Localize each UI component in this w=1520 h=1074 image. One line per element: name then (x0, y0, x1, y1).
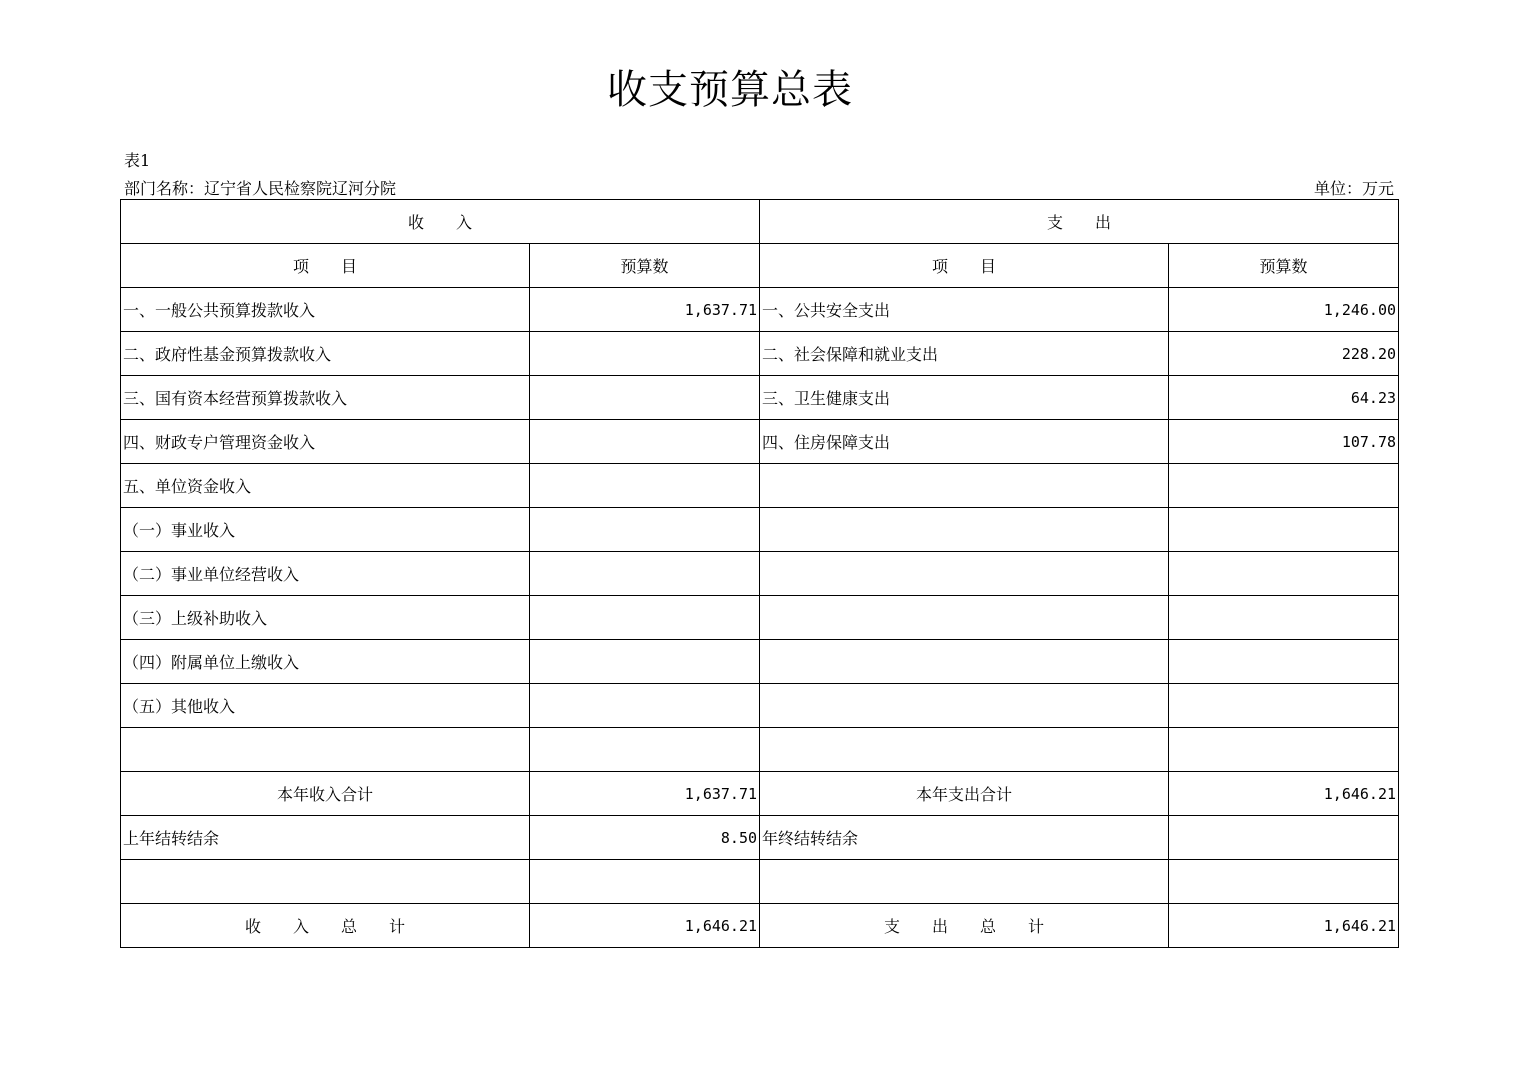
prior-year-carryover-amount: 8.50 (530, 816, 760, 860)
income-amount (530, 640, 760, 684)
expense-section-header: 支 出 (760, 200, 1399, 244)
year-expense-total-label: 本年支出合计 (760, 772, 1169, 816)
expense-amount: 1,246.00 (1169, 288, 1399, 332)
expense-grand-total-label: 支 出 总 计 (760, 904, 1169, 948)
income-amount (530, 508, 760, 552)
table-row (121, 376, 1399, 420)
carryover-row (121, 816, 1399, 860)
expense-grand-total-amount: 1,646.21 (1169, 904, 1399, 948)
expense-amount (1169, 552, 1399, 596)
income-section-header: 收 入 (121, 200, 760, 244)
budget-table (120, 199, 1399, 948)
income-item: （二）事业单位经营收入 (121, 552, 530, 596)
year-expense-total-amount: 1,646.21 (1169, 772, 1399, 816)
income-amount (530, 420, 760, 464)
page-title: 收支预算总表 (607, 67, 853, 113)
table-row (121, 332, 1399, 376)
blank-cell (1169, 860, 1399, 904)
blank-row (121, 860, 1399, 904)
expense-amount: 64.23 (1169, 376, 1399, 420)
income-amount (530, 728, 760, 772)
income-amount (530, 684, 760, 728)
column-header-row (121, 244, 1399, 288)
year-end-carryover-amount (1169, 816, 1399, 860)
table-row (121, 596, 1399, 640)
income-item: （四）附属单位上缴收入 (121, 640, 530, 684)
expense-item (760, 640, 1169, 684)
income-item: 五、单位资金收入 (121, 464, 530, 508)
table-row (121, 728, 1399, 772)
income-amount (530, 552, 760, 596)
income-item: 四、财政专户管理资金收入 (121, 420, 530, 464)
table-row (121, 508, 1399, 552)
expense-item: 二、社会保障和就业支出 (760, 332, 1169, 376)
income-amount (530, 464, 760, 508)
income-item (121, 728, 530, 772)
table-row (121, 464, 1399, 508)
income-grand-total-label: 收 入 总 计 (121, 904, 530, 948)
expense-amount-header: 预算数 (1169, 244, 1399, 288)
income-amount (530, 376, 760, 420)
expense-amount (1169, 640, 1399, 684)
expense-item: 四、住房保障支出 (760, 420, 1169, 464)
unit-label: 单位：万元 (1313, 179, 1394, 198)
expense-item: 三、卫生健康支出 (760, 376, 1169, 420)
table-row (121, 552, 1399, 596)
expense-item (760, 508, 1169, 552)
department-name: 部门名称：辽宁省人民检察院辽河分院 (124, 179, 397, 198)
section-header-row (121, 200, 1399, 244)
table-row (121, 420, 1399, 464)
expense-amount (1169, 596, 1399, 640)
year-income-total-amount: 1,637.71 (530, 772, 760, 816)
table-row (121, 288, 1399, 332)
expense-item: 一、公共安全支出 (760, 288, 1169, 332)
income-grand-total-amount: 1,646.21 (530, 904, 760, 948)
income-amount (530, 596, 760, 640)
expense-item (760, 552, 1169, 596)
income-amount-header: 预算数 (530, 244, 760, 288)
income-item: 三、国有资本经营预算拨款收入 (121, 376, 530, 420)
prior-year-carryover-label: 上年结转结余 (121, 816, 530, 860)
expense-item (760, 684, 1169, 728)
year-income-total-label: 本年收入合计 (121, 772, 530, 816)
grand-total-row (121, 904, 1399, 948)
income-amount (530, 332, 760, 376)
expense-item-header: 项 目 (760, 244, 1169, 288)
expense-item (760, 728, 1169, 772)
table-row (121, 640, 1399, 684)
expense-amount (1169, 464, 1399, 508)
blank-cell (121, 860, 530, 904)
table-number: 表1 (124, 151, 151, 170)
expense-item (760, 464, 1169, 508)
year-total-row (121, 772, 1399, 816)
expense-amount (1169, 684, 1399, 728)
year-end-carryover-label: 年终结转结余 (760, 816, 1169, 860)
expense-amount: 228.20 (1169, 332, 1399, 376)
income-item: （三）上级补助收入 (121, 596, 530, 640)
income-item: 二、政府性基金预算拨款收入 (121, 332, 530, 376)
expense-amount (1169, 728, 1399, 772)
income-item: （一）事业收入 (121, 508, 530, 552)
income-amount: 1,637.71 (530, 288, 760, 332)
income-item: （五）其他收入 (121, 684, 530, 728)
blank-cell (760, 860, 1169, 904)
expense-item (760, 596, 1169, 640)
blank-cell (530, 860, 760, 904)
income-item-header: 项 目 (121, 244, 530, 288)
expense-amount (1169, 508, 1399, 552)
table-row (121, 684, 1399, 728)
expense-amount: 107.78 (1169, 420, 1399, 464)
income-item: 一、一般公共预算拨款收入 (121, 288, 530, 332)
